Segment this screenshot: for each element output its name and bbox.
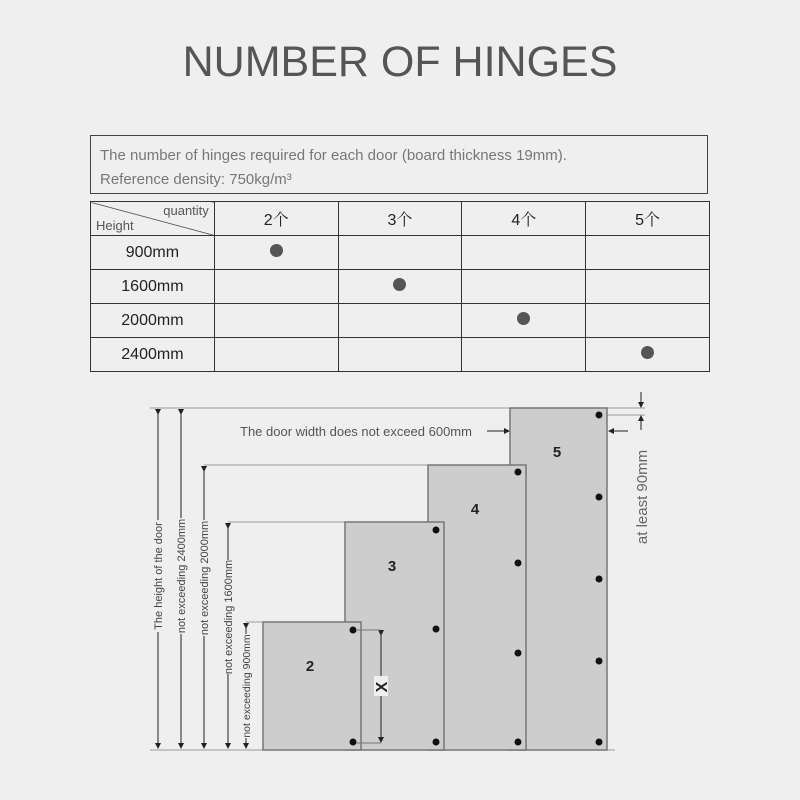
height-2000-label: not exceeding 2000mm — [199, 520, 211, 636]
height-1600-label: not exceeding 1600mm — [223, 559, 235, 675]
hinge-dot-icon — [596, 412, 603, 419]
door-number-label: 4 — [470, 501, 480, 518]
height-cell: 1600mm — [91, 270, 215, 304]
hinge-dot-icon — [596, 494, 603, 501]
edge-note: at least 90mm — [634, 449, 651, 545]
hinge-dot-icon — [596, 739, 603, 746]
hinge-dot-icon — [350, 739, 357, 746]
door-height-label: The height of the door — [153, 522, 165, 630]
height-cell: 2400mm — [91, 338, 215, 372]
corner-quantity-label: quantity — [163, 203, 209, 218]
height-cell: 900mm — [91, 236, 215, 270]
height-900-label: not exceeding 900mm — [241, 634, 253, 738]
height-2400-label: not exceeding 2400mm — [176, 518, 188, 634]
column-header: 2个 — [214, 202, 338, 236]
door-panel — [263, 622, 361, 750]
hinge-dot-icon — [350, 627, 357, 634]
hinge-dot-icon — [596, 576, 603, 583]
door-number-label: 2 — [305, 658, 315, 675]
door-2 — [263, 622, 361, 750]
spacing-x-label: X — [374, 681, 391, 693]
hinge-dot-icon — [515, 739, 522, 746]
hinge-dot-icon — [433, 527, 440, 534]
info-line-2: Reference density: 750kg/m³ — [100, 171, 292, 188]
hinge-dot-icon — [433, 626, 440, 633]
column-header: 3个 — [338, 202, 462, 236]
hinge-dot-icon — [596, 658, 603, 665]
page-title: NUMBER OF HINGES — [182, 38, 618, 86]
door-number-label: 3 — [387, 558, 397, 575]
info-line-1: The number of hinges required for each door (board thickness 19mm). — [100, 147, 567, 164]
corner-height-label: Height — [96, 218, 134, 233]
column-header: 4个 — [462, 202, 586, 236]
hinge-dot-icon — [515, 469, 522, 476]
hinge-dot-icon — [515, 650, 522, 657]
hinge-dot-icon — [515, 560, 522, 567]
door-number-label: 5 — [552, 444, 562, 461]
height-cell: 2000mm — [91, 304, 215, 338]
width-note: The door width does not exceed 600mm — [240, 424, 472, 439]
hinge-dot-icon — [433, 739, 440, 746]
column-header: 5个 — [586, 202, 710, 236]
